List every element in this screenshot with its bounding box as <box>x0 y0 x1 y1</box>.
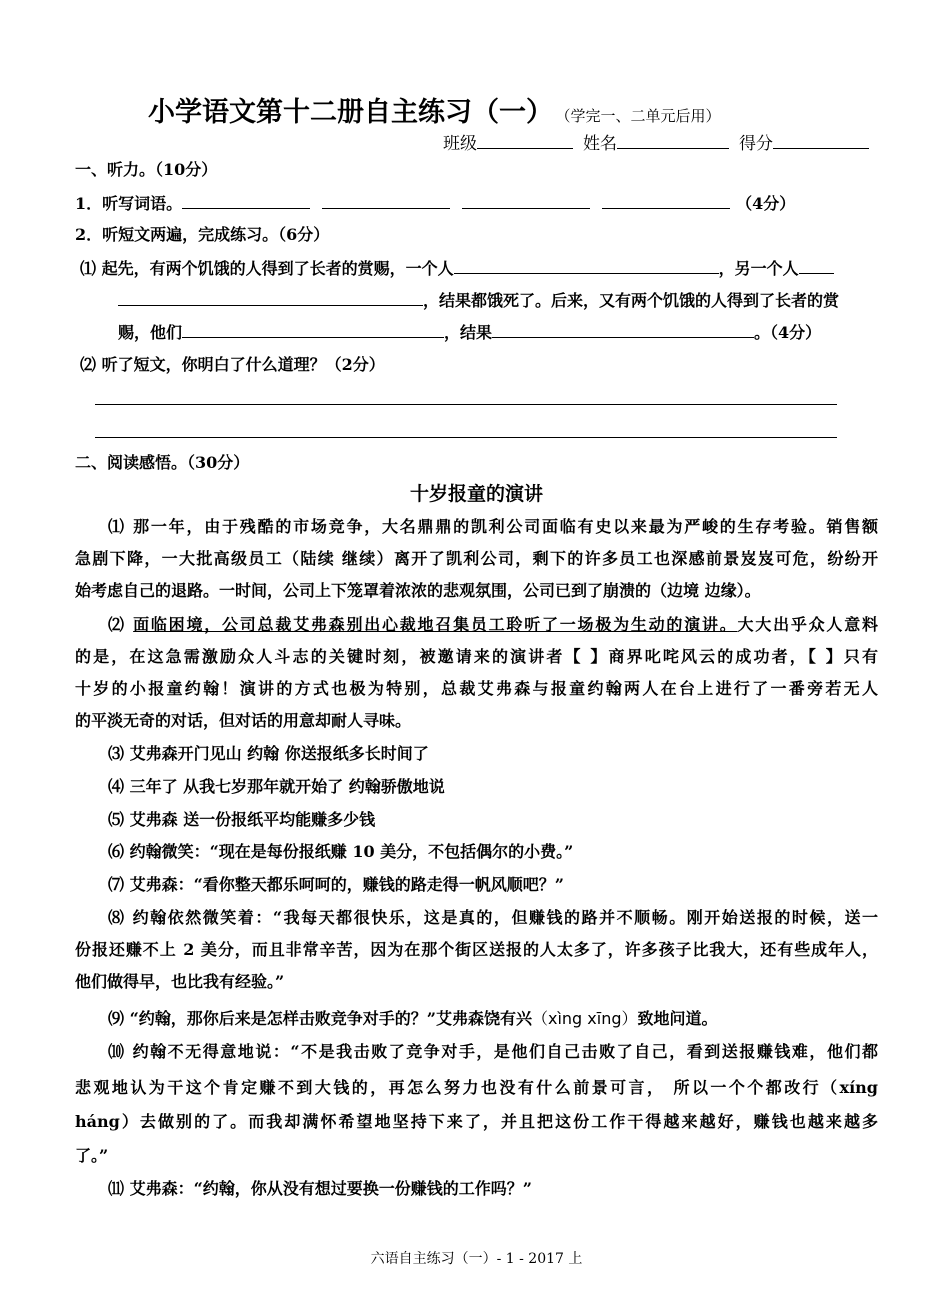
name-label: 姓名 <box>583 134 617 154</box>
page-footer: 六语自主练习（一）- 1 - 2017 上 <box>370 1251 583 1267</box>
p9 <box>108 1008 911 1030</box>
title-text: 小学语文第十二册自主练习（一） <box>148 97 553 128</box>
q1 <box>75 192 878 215</box>
p2-line: 的平淡无奇的对话，但对话的用意却耐人寻味。 <box>75 711 412 730</box>
p4: ⑷ 三年了 从我七岁那年就开始了 约翰骄傲地说 <box>108 777 445 796</box>
q2-1-blank-1[interactable] <box>454 257 719 274</box>
q2-1-blank-4[interactable] <box>492 321 754 338</box>
dictation-blank-2[interactable] <box>322 192 450 209</box>
name-field[interactable] <box>617 132 729 149</box>
p9-text-a: ⑼ “约翰，那你后来是怎样击败竞争对手的？”艾弗森饶有兴 <box>108 1009 532 1028</box>
p2-underlined: 面临困境，公司总裁艾弗森别出心裁地召集员工聆听了一场极为生动的演讲。 <box>133 615 738 634</box>
p8-line: 他们做得早，也比我有经验。” <box>75 972 285 991</box>
p9-text-b: 致地问道。 <box>637 1009 718 1028</box>
p7: ⑺ 艾弗森：“看你整天都乐呵呵的，赚钱的路走得一帆风顺吧？” <box>108 875 564 894</box>
q2-1-blank-2a[interactable] <box>799 257 834 274</box>
q2-1-text-b: ，另一个人 <box>718 259 799 278</box>
q1-points: （4分） <box>736 194 796 213</box>
q2-2: ⑵ 听了短文，你明白了什么道理？（2分） <box>80 355 385 374</box>
p10-line: háng）去做别的了。而我却满怀希望地坚持下来了，并且把这份工作干得越来越好，赚钱也越来越多 <box>75 1112 878 1131</box>
title-subtitle: （学完一、二单元后用） <box>563 107 721 125</box>
q2-1-text-a: ⑴ 起先，有两个饥饿的人得到了长者的赏赐，一个人 <box>80 259 454 278</box>
p10-line: ⑽ 约翰不无得意地说：“不是我击败了竞争对手，是他们自己击败了自己，看到送报赚钱难，他们都 <box>108 1042 878 1061</box>
q2-1-blank-3[interactable] <box>182 321 444 338</box>
q2-1-line1 <box>80 257 883 280</box>
section2-heading: 二、阅读感悟。（30分） <box>75 453 250 472</box>
p2-line: 十岁的小报童约翰！演讲的方式也极为特别，总裁艾弗森与报童约翰两人在台上进行了一番旁若无人 <box>75 679 878 698</box>
student-info <box>443 129 869 154</box>
p1-line: 急剧下降，一大批高级员工（陆续 继续）离开了凯利公司，剩下的许多员工也深感前景岌岌可危，纷纷开 <box>75 549 878 568</box>
q2-1-text-e: ，结果 <box>444 323 493 342</box>
answer-line-1[interactable] <box>95 404 837 405</box>
dictation-blank-3[interactable] <box>462 192 590 209</box>
p2-rest: 大大出乎众人意料 <box>737 615 878 634</box>
p8-line: 份报还赚不上 2 美分，而且非常辛苦，因为在那个街区送报的人太多了，许多孩子比我大，还有些成年人， <box>75 940 878 959</box>
answer-line-2[interactable] <box>95 437 837 438</box>
q2-label: 2．听短文两遍，完成练习。（6分） <box>75 225 330 244</box>
q2-1-line2 <box>118 289 921 312</box>
p8-line: ⑻ 约翰依然微笑着：“我每天都很快乐，这是真的，但赚钱的路并不顺畅。刚开始送报的时候，送一 <box>108 908 878 927</box>
page-title <box>148 90 721 129</box>
class-label: 班级 <box>443 134 477 154</box>
p3: ⑶ 艾弗森开门见山 约翰 你送报纸多长时间了 <box>108 744 429 763</box>
q2-1-text-f: 。（4分） <box>754 323 822 342</box>
p2-num: ⑵ <box>108 615 134 634</box>
q1-label: 1．听写词语。 <box>75 194 183 213</box>
p6: ⑹ 约翰微笑：“现在是每份报纸赚 10 美分，不包括偶尔的小费。” <box>108 842 574 861</box>
class-field[interactable] <box>477 132 573 149</box>
score-label: 得分 <box>739 134 773 154</box>
dictation-blank-1[interactable] <box>182 192 310 209</box>
p1-line: ⑴ 那一年，由于残酷的市场竞争，大名鼎鼎的凯利公司面临有史以来最为严峻的生存考验。销售额 <box>108 517 878 536</box>
q2-1-line3 <box>118 321 921 344</box>
article-title: 十岁报童的演讲 <box>409 483 543 505</box>
p10-line: 悲观地认为干这个肯定赚不到大钱的，再怎么努力也没有什么前景可言， 所以一个个都改行（xíng <box>75 1078 878 1097</box>
dictation-blank-4[interactable] <box>602 192 730 209</box>
score-field[interactable] <box>773 132 869 149</box>
q2-1-text-c: ，结果都饿死了。后来，又有两个饥饿的人得到了长者的赏 <box>423 291 840 310</box>
p2-line: 的是，在这急需激励众人斗志的关键时刻，被邀请来的演讲者【 】商界叱咤风云的成功者，【 】只有 <box>75 647 878 666</box>
p10-line: 了。” <box>75 1146 109 1165</box>
p5: ⑸ 艾弗森 送一份报纸平均能赚多少钱 <box>108 810 376 829</box>
p2-line1 <box>108 614 878 636</box>
q2-1-blank-2b[interactable] <box>118 289 423 306</box>
q2-1-text-d: 赐，他们 <box>118 323 183 342</box>
p1-line: 始考虑自己的退路。一时间，公司上下笼罩着浓浓的悲观氛围，公司已到了崩溃的（边境 边缘）。 <box>75 581 761 600</box>
section1-heading: 一、听力。（10分） <box>75 160 218 179</box>
p11: ⑾ 艾弗森：“约翰，你从没有想过要换一份赚钱的工作吗？” <box>108 1179 532 1198</box>
p9-pinyin: （xìng xīng） <box>531 1009 638 1028</box>
